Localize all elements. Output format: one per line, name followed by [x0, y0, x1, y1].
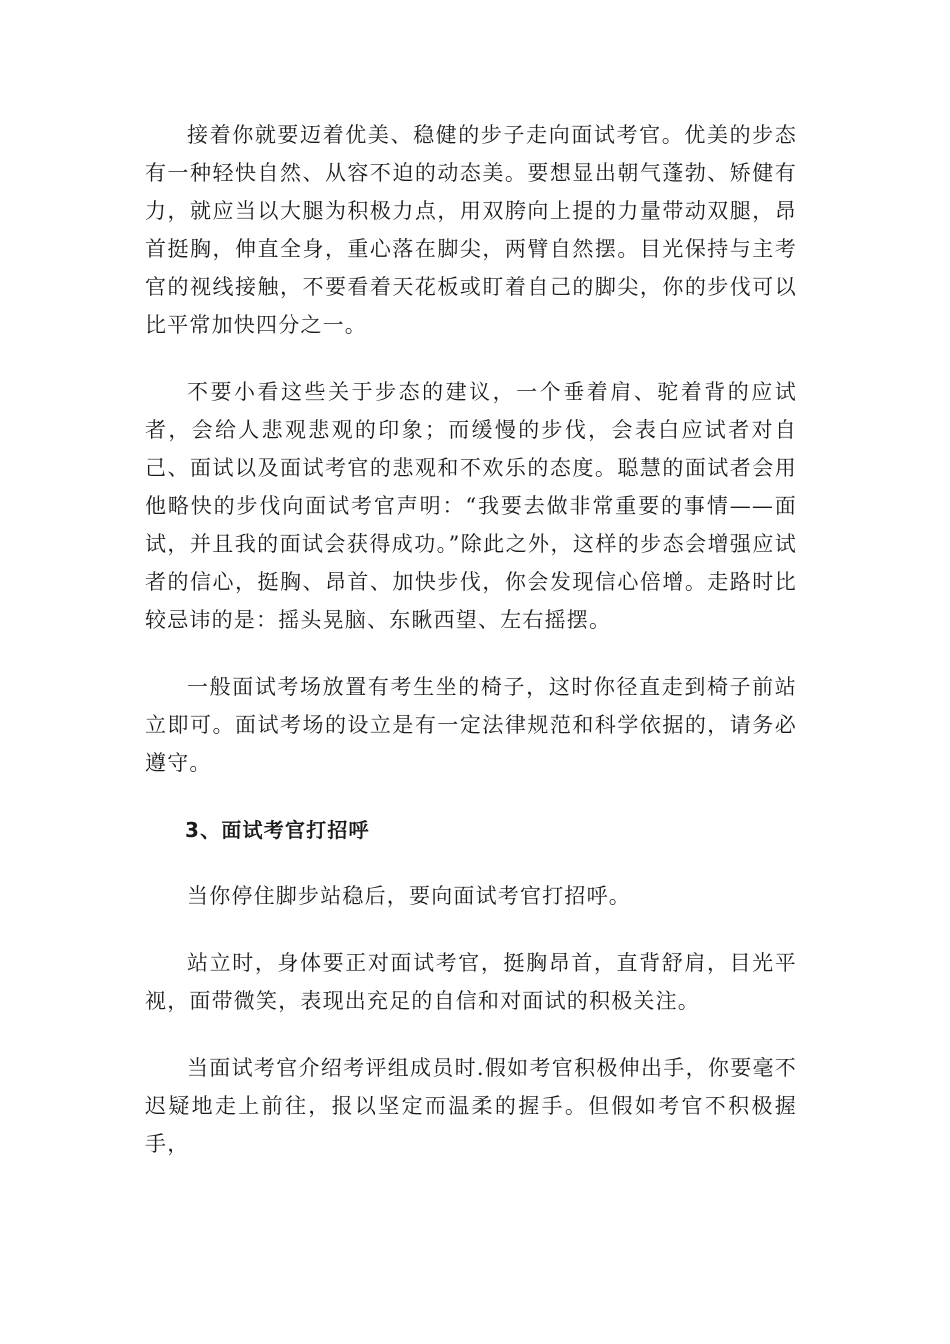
paragraph-chair-standing: 一般面试考场放置有考生坐的椅子，这时你径直走到椅子前站立即可。面试考场的设立是有一定法律规范和科学依据的，请务必遵守。 [145, 675, 797, 775]
paragraph-greeting: 当你停住脚步站稳后，要向面试考官打招呼。 [187, 884, 631, 908]
document-body [145, 116, 797, 1163]
paragraph-standing-posture: 站立时，身体要正对面试考官，挺胸昂首，直背舒肩，目光平视，面带微笑，表现出充足的自信和对面试的积极关注。 [145, 951, 797, 1013]
paragraph-gait-importance: 不要小看这些关于步态的建议，一个垂着肩、驼着背的应试者，会给人悲观悲观的印象；而缓慢的步伐，会表白应试者对自己、面试以及面试考官的悲观和不欢乐的态度。聪慧的面试者会用他略快的步伐向面试考官声明：“我要去做非常重要的事情——面试，并且我的面试会获得成功。”除此之外，这样的步态会增强应试者的信心，挺胸、昂首、加快步伐，你会发现信心倍增。走路时比较忌讳的是：摇头晃脑、东瞅西望、左右摇摆。 [145, 380, 797, 632]
section-heading: 3、面试考官打招呼 [185, 818, 370, 842]
paragraph-gait-advice: 接着你就要迈着优美、稳健的步子走向面试考官。优美的步态有一种轻快自然、从容不迫的动态美。要想显出朝气蓬勃、矫健有力，就应当以大腿为积极力点，用双胯向上提的力量带动双腿，昂首挺胸，伸直全身，重心落在脚尖，两臂自然摆。目光保持与主考官的视线接触，不要看着天花板或盯着自己的脚尖，你的步伐可以比平常加快四分之一。 [145, 123, 797, 337]
paragraph-handshake: 当面试考官介绍考评组成员时.假如考官积极伸出手，你要毫不迟疑地走上前往，报以坚定而温柔的握手。但假如考官不积极握手， [145, 1056, 797, 1156]
